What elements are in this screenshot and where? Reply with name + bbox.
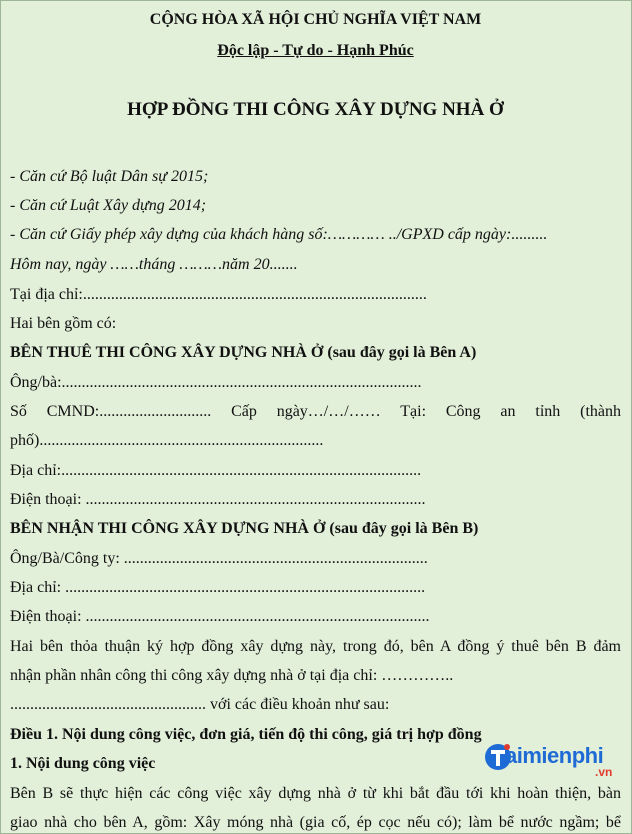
party-a-heading: BÊN THUÊ THI CÔNG XÂY DỰNG NHÀ Ở (sau đây gọi là Bên A) xyxy=(10,344,477,361)
document-title: HỢP ĐỒNG THI CÔNG XÂY DỰNG NHÀ Ở xyxy=(127,99,504,120)
party-a-id-cont: phố)....................................................................... xyxy=(10,432,324,449)
watermark-brand: aimienphi xyxy=(505,743,604,768)
party-a-name: Ông/bà:.......................................................................................... xyxy=(10,374,422,391)
basis-line-3: - Căn cứ Giấy phép xây dựng của khách hàng số:………… ../GPXD cấp ngày:......... xyxy=(10,226,548,243)
article-1-para-line-1: Bên B sẽ thực hiện các công việc xây dựng nhà ở từ khi bắt đầu tới khi hoàn thiện, bàn xyxy=(10,785,621,802)
party-b-name: Ông/Bà/Công ty: ............................................................................ xyxy=(10,550,428,567)
country-heading: CỘNG HÒA XÃ HỘI CHỦ NGHĨA VIỆT NAM xyxy=(149,11,482,28)
party-a-address: Địa chỉ:.......................................................................................... xyxy=(10,462,422,479)
parties-intro: Hai bên gồm có: xyxy=(10,315,117,332)
basis-line-2: - Căn cứ Luật Xây dựng 2014; xyxy=(10,197,207,214)
watermark-logo xyxy=(483,741,618,783)
article-1-subheading: 1. Nội dung công việc xyxy=(10,755,156,772)
party-a-id: Số CMND:............................ Cấp ngày…/…/…… Tại: Công an tỉnh (thành xyxy=(10,403,621,420)
agreement-line-3: ................................................. với các điều khoản như sau: xyxy=(10,696,390,713)
watermark-suffix: .vn xyxy=(595,765,613,779)
agreement-line-2: nhận phần nhân công thi công xây dựng nhà ở tại địa chỉ: ………….. xyxy=(10,667,454,684)
motto: Độc lập - Tự do - Hạnh Phúc xyxy=(217,42,414,59)
party-b-phone: Điện thoại: ...................................................................................... xyxy=(10,608,430,625)
date-line: Hôm nay, ngày ……tháng ………năm 20....... xyxy=(10,256,298,273)
address-line: Tại địa chỉ:...................................................................................... xyxy=(10,286,427,303)
agreement-line-1: Hai bên thỏa thuận ký hợp đồng xây dựng này, trong đó, bên A đồng ý thuê bên B đảm xyxy=(10,638,621,655)
party-a-phone: Điện thoại: ..................................................................................... xyxy=(10,491,426,508)
party-b-heading: BÊN NHẬN THI CÔNG XÂY DỰNG NHÀ Ở (sau đây gọi là Bên B) xyxy=(10,520,479,537)
basis-line-1: - Căn cứ Bộ luật Dân sự 2015; xyxy=(10,168,209,185)
party-b-address: Địa chỉ: .......................................................................................... xyxy=(10,579,426,596)
article-1-para-line-2: giao nhà cho bên A, gồm: Xây móng nhà (gia cố, ép cọc nếu có); làm bể nước ngầm; bể xyxy=(10,814,621,831)
article-1-heading: Điều 1. Nội dung công việc, đơn giá, tiến độ thi công, giá trị hợp đồng xyxy=(10,726,482,743)
